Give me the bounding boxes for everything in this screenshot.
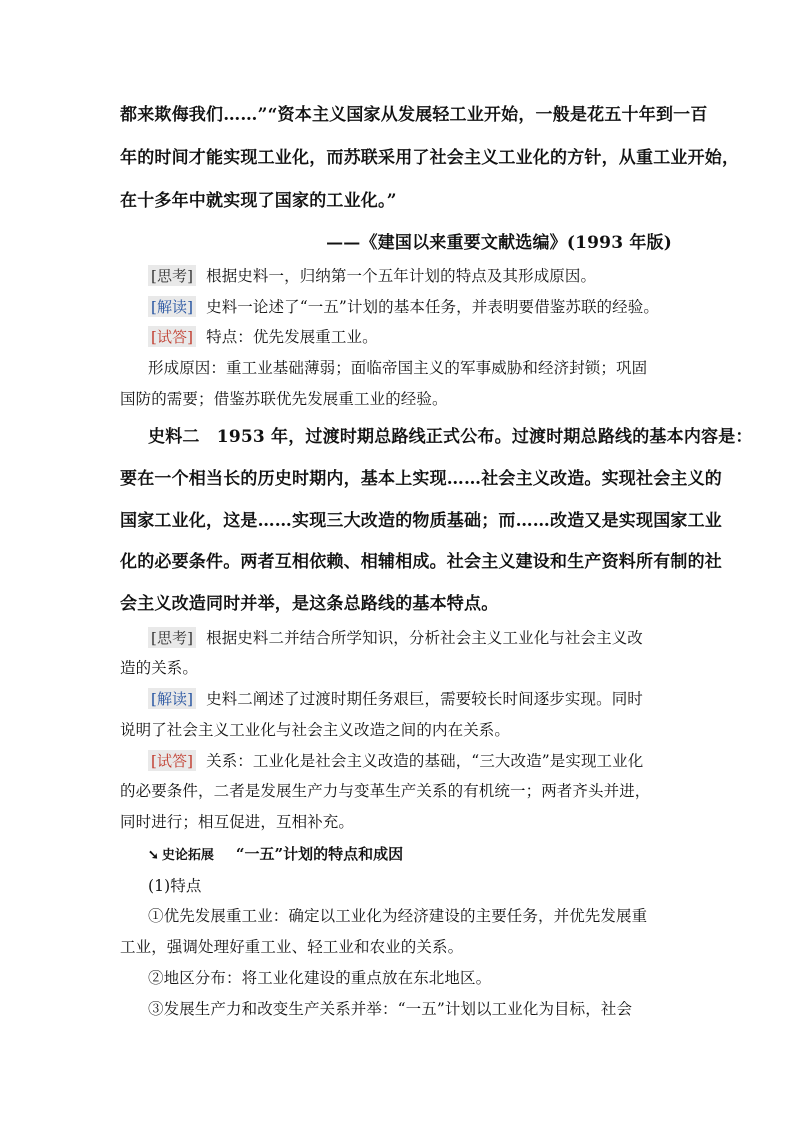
extension-header (148, 843, 680, 864)
q1-answer (148, 325, 680, 347)
quote-line-3: 在十多年中就实现了国家的工业化。” (120, 191, 397, 211)
think-label: [思考] (148, 265, 196, 286)
quote-line-2: 年的时间才能实现工业化，而苏联采用了社会主义工业化的方针，从重工业开始， (120, 148, 740, 168)
q2-read (148, 687, 680, 709)
source2-line-3: 国家工业化，这是……实现三大改造的物质基础；而……改造又是实现国家工业 (120, 511, 722, 531)
q2-think-line-2: 造的关系。 (120, 659, 199, 677)
extension-item3: ③发展生产力和改变生产关系并举：“一五”计划以工业化为目标，社会 (148, 1000, 633, 1018)
extension-item2: ②地区分布：将工业化建设的重点放在东北地区。 (148, 969, 492, 987)
read-label: [解读] (148, 296, 196, 317)
q2-answer-line-2: 的必要条件，二者是发展生产力与变革生产关系的有机统一；两者齐头并进， (120, 782, 651, 800)
q2-think (148, 626, 680, 648)
source2-line-1: 史料二 1953 年，过渡时期总路线正式公布。过渡时期总路线的基本内容是： (148, 427, 753, 447)
think-label: [思考] (148, 627, 196, 648)
quote-line-1: 都来欺侮我们……”“资本主义国家从发展轻工业开始，一般是花五十年到一百 (120, 105, 708, 125)
q1-reason-line-1: 形成原因：重工业基础薄弱；面临帝国主义的军事威胁和经济封锁；巩固 (148, 359, 648, 377)
q1-read (148, 295, 680, 317)
q2-think-text: 根据史料二并结合所学知识，分析社会主义工业化与社会主义改 (206, 629, 643, 647)
q1-think-text: 根据史料一，归纳第一个五年计划的特点及其形成原因。 (206, 267, 597, 285)
q1-think (148, 264, 680, 286)
extension-item1-line-1: ①优先发展重工业：确定以工业化为经济建设的主要任务，并优先发展重 (148, 907, 648, 925)
extension-item1-line-2: 工业，强调处理好重工业、轻工业和农业的关系。 (120, 938, 464, 956)
q2-read-line-2: 说明了社会主义工业化与社会主义改造之间的内在关系。 (120, 721, 511, 739)
q1-answer-text: 特点：优先发展重工业。 (206, 328, 378, 346)
source2-line-5: 会主义改造同时并举，是这条总路线的基本特点。 (120, 594, 499, 614)
q2-read-text: 史料二阐述了过渡时期任务艰巨，需要较长时间逐步实现。同时 (206, 690, 643, 708)
source2-line-4: 化的必要条件。两者互相依赖、相辅相成。社会主义建设和生产资料所有制的社 (120, 552, 722, 572)
q1-reason-line-2: 国防的需要；借鉴苏联优先发展重工业的经验。 (120, 390, 448, 408)
extension-sub1: (1)特点 (148, 877, 202, 895)
extension-title: “一五”计划的特点和成因 (235, 845, 404, 863)
q2-answer-line-3: 同时进行；相互促进，互相补充。 (120, 813, 355, 831)
answer-label: [试答] (148, 326, 196, 347)
q2-answer (148, 749, 680, 771)
q1-read-text: 史料一论述了“一五”计划的基本任务，并表明要借鉴苏联的经验。 (206, 298, 659, 316)
quote-source: ——《建国以来重要文献选编》(1993 年版) (326, 233, 672, 253)
read-label: [解读] (148, 688, 196, 709)
extension-tag: ➘ 史论拓展 (148, 848, 214, 863)
source2-line-2: 要在一个相当长的历史时期内，基本上实现……社会主义改造。实现社会主义的 (120, 469, 722, 489)
arrow-icon: ➘ (148, 848, 159, 863)
answer-label: [试答] (148, 750, 196, 771)
q2-answer-text: 关系：工业化是社会主义改造的基础，“三大改造”是实现工业化 (206, 752, 644, 770)
